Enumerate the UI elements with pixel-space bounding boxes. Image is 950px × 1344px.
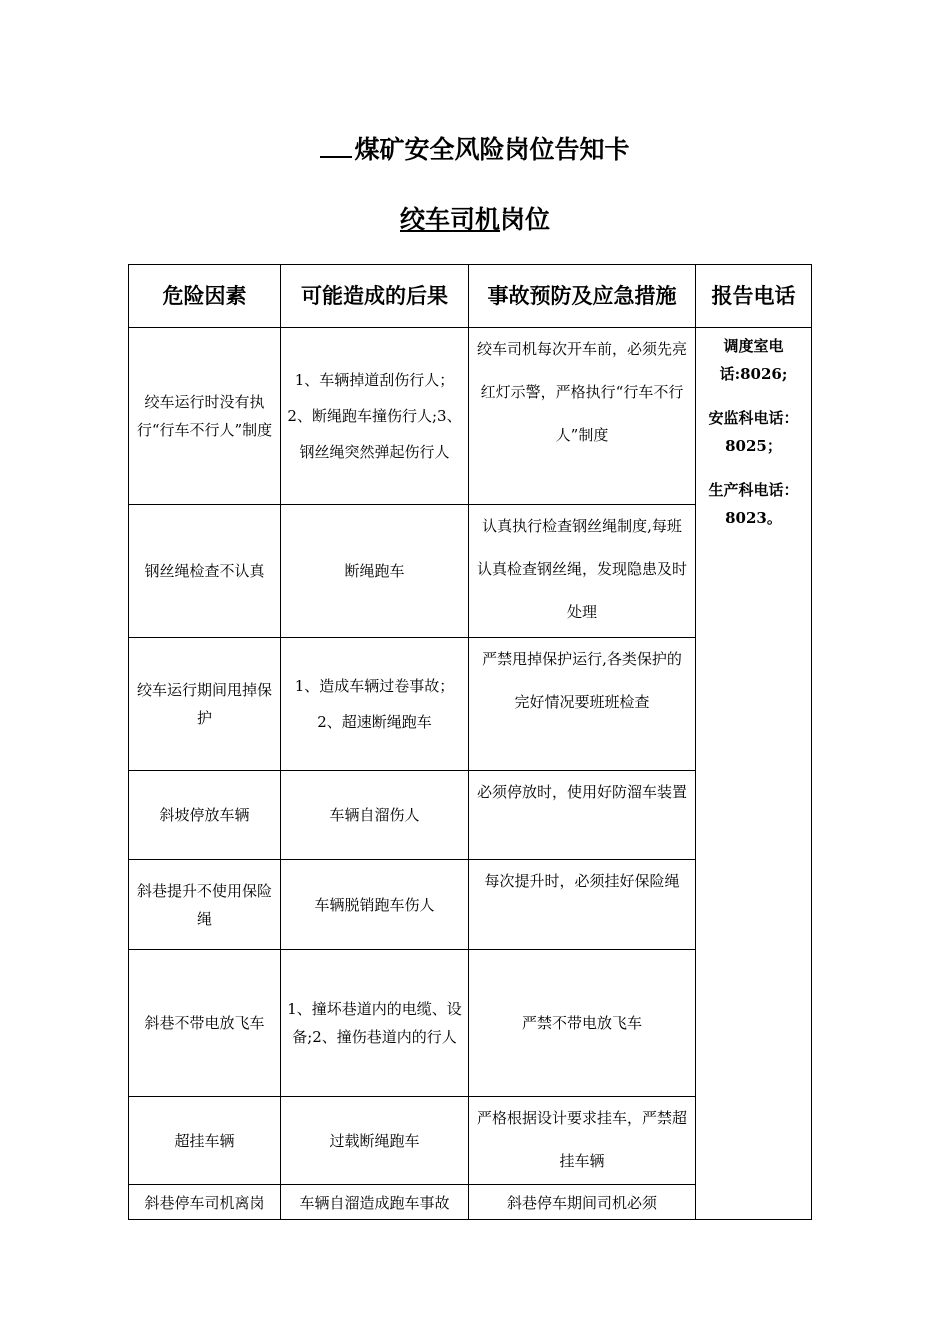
consequence-cell: 车辆自溜伤人 bbox=[281, 771, 469, 860]
consequence-cell: 车辆自溜造成跑车事故 bbox=[281, 1185, 469, 1220]
phone-production: 生产科电话：8023。 bbox=[708, 481, 799, 527]
measure-cell: 每次提升时，必须挂好保险绳 bbox=[469, 860, 696, 950]
document-title bbox=[0, 132, 950, 168]
consequence-cell: 断绳跑车 bbox=[281, 505, 469, 638]
measure-cell: 严禁甩掉保护运行,各类保护的完好情况要班班检查 bbox=[469, 638, 696, 771]
hazard-cell: 斜坡停放车辆 bbox=[129, 771, 281, 860]
subtitle-post-name: 绞车司机 bbox=[399, 205, 500, 234]
table-row bbox=[129, 328, 812, 505]
consequence-cell: 过载断绳跑车 bbox=[281, 1097, 469, 1185]
phone-dispatch: 调度室电话:8026; bbox=[719, 337, 788, 383]
risk-card-table bbox=[128, 264, 812, 1220]
measure-cell: 认真执行检查钢丝绳制度,每班认真检查钢丝绳，发现隐患及时处理 bbox=[469, 505, 696, 638]
hazard-cell: 绞车运行期间甩掉保护 bbox=[129, 638, 281, 771]
consequence-cell: 1、造成车辆过卷事故；2、超速断绳跑车 bbox=[281, 638, 469, 771]
measure-cell: 严格根据设计要求挂车，严禁超挂车辆 bbox=[469, 1097, 696, 1185]
hazard-cell: 钢丝绳检查不认真 bbox=[129, 505, 281, 638]
header-hazard: 危险因素 bbox=[129, 265, 281, 328]
table-header-row bbox=[129, 265, 812, 328]
hazard-cell: 斜巷停车司机离岗 bbox=[129, 1185, 281, 1220]
measure-cell: 严禁不带电放飞车 bbox=[469, 950, 696, 1097]
subtitle-rest: 岗位 bbox=[500, 205, 551, 234]
phone-safety: 安监科电话：8025； bbox=[708, 409, 799, 455]
header-consequence: 可能造成的后果 bbox=[281, 265, 469, 328]
measure-cell: 必须停放时，使用好防溜车装置 bbox=[469, 771, 696, 860]
consequence-cell: 1、车辆掉道刮伤行人；2、断绳跑车撞伤行人;3、钢丝绳突然弹起伤行人 bbox=[281, 328, 469, 505]
header-measure: 事故预防及应急措施 bbox=[469, 265, 696, 328]
consequence-cell: 车辆脱销跑车伤人 bbox=[281, 860, 469, 950]
hazard-cell: 斜巷提升不使用保险绳 bbox=[129, 860, 281, 950]
measure-cell: 斜巷停车期间司机必须 bbox=[469, 1185, 696, 1220]
phone-cell bbox=[696, 328, 812, 1220]
measure-cell: 绞车司机每次开车前，必须先亮红灯示警，严格执行“行车不行人”制度 bbox=[469, 328, 696, 505]
title-main-text: 煤矿安全风险岗位告知卡 bbox=[354, 135, 630, 164]
hazard-cell: 超挂车辆 bbox=[129, 1097, 281, 1185]
document-subtitle bbox=[0, 202, 950, 238]
hazard-cell: 斜巷不带电放飞车 bbox=[129, 950, 281, 1097]
title-blank-line bbox=[320, 132, 352, 158]
consequence-cell: 1、撞坏巷道内的电缆、设备;2、撞伤巷道内的行人 bbox=[281, 950, 469, 1097]
header-phone: 报告电话 bbox=[696, 265, 812, 328]
hazard-cell: 绞车运行时没有执行“行车不行人”制度 bbox=[129, 328, 281, 505]
